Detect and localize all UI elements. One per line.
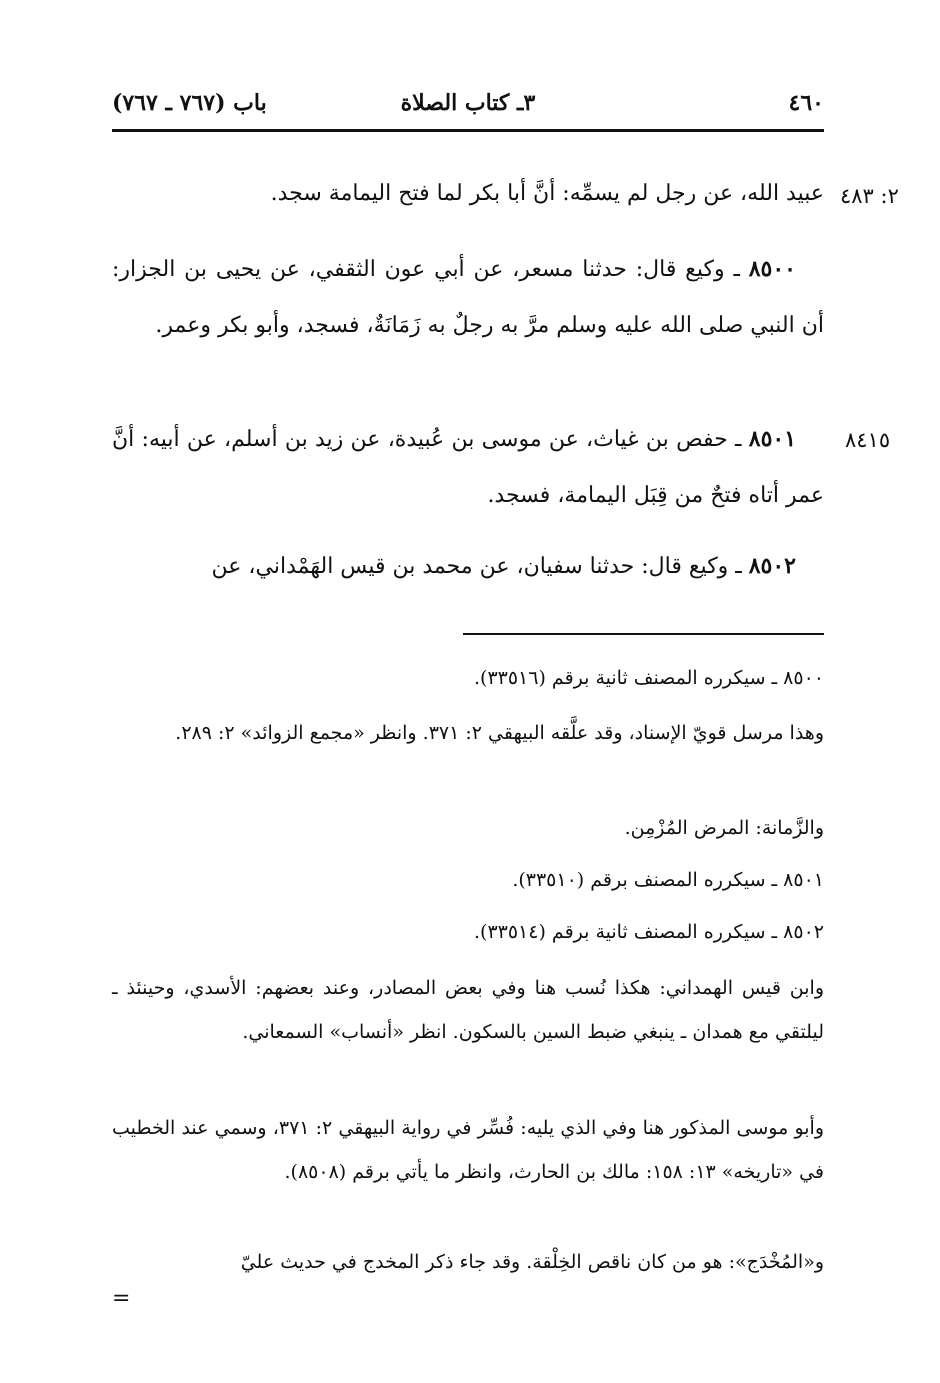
continued-text: عبيد الله، عن رجل لم يسمِّه: أنَّ أبا بكر لما فتح اليمامة سجد. [270, 181, 824, 206]
margin-reference: ٢: ٤٨٣ [840, 184, 899, 208]
hadith-number: ٨٥٠٢ [748, 553, 796, 579]
header-rule [112, 129, 824, 132]
footnote-separator [463, 633, 824, 635]
footnote: ٨٥٠٢ ـ سيكرره المصنف ثانية برقم (٣٣٥١٤). [473, 921, 824, 943]
footnote: وأبو موسى المذكور هنا وفي الذي يليه: فُسِّر في رواية البيهقي ٢: ٣٧١، وسمي عند الخطيب في «تاريخه» ١٣: ١٥٨: مالك بن الحارث، وانظر ما يأتي برقم (٨٥٠٨). [112, 1117, 824, 1183]
book-title: ٣ـ كتاب الصلاة [400, 90, 536, 116]
footnote: وابن قيس الهمداني: هكذا نُسب هنا وفي بعض المصادر، وعند بعضهم: الأسدي، وحينئذ ـ ليلتقي مع همدان ـ ينبغي ضبط السين بالسكون. انظر «أنساب» السمعاني. [112, 977, 824, 1043]
continuation-mark: = [112, 1286, 131, 1311]
main-text-line [112, 166, 824, 222]
footnote: و«المُخْدَج»: هو من كان ناقص الخِلْقة. وقد جاء ذكر المخدج في حديث عليّ [240, 1251, 824, 1273]
hadith-8502 [112, 538, 824, 595]
hadith-8501 [112, 411, 824, 524]
hadith-number: ٨٥٠١ [748, 426, 797, 452]
hadith-text: ـ حفص بن غياث، عن موسى بن عُبيدة، عن زيد بن أسلم، عن أبيه: أنَّ عمر أتاه فتحٌ من قِبَل اليمامة، فسجد. [112, 427, 824, 508]
hadith-8500 [112, 241, 824, 354]
page-number: ٤٦٠ [788, 90, 824, 116]
footnote: ٨٥٠١ ـ سيكرره المصنف برقم (٣٣٥١٠). [512, 869, 824, 891]
margin-reference: ٨٤١٥ [845, 428, 891, 452]
footnote: ٨٥٠٠ ـ سيكرره المصنف ثانية برقم (٣٣٥١٦). [473, 667, 824, 689]
page-header [112, 88, 824, 132]
chapter-range: باب (٧٦٧ ـ ٧٦٧) [112, 90, 267, 116]
hadith-number: ٨٥٠٠ [748, 256, 796, 282]
footnote: وهذا مرسل قويّ الإسناد، وقد علَّقه البيهقي ٢: ٣٧١. وانظر «مجمع الزوائد» ٢: ٢٨٩. [175, 722, 824, 744]
hadith-text: ـ وكيع قال: حدثنا مسعر، عن أبي عون الثقفي، عن يحيى بن الجزار: أن النبي صلى الله عليه وسلم مرَّ به رجلٌ به زَمَانَةٌ، فسجد، وأبو بكر وعمر. [112, 257, 824, 338]
footnote: والزَّمانة: المرض المُزْمِن. [624, 817, 824, 839]
hadith-text: ـ وكيع قال: حدثنا سفيان، عن محمد بن قيس الهَمْداني، عن [211, 554, 742, 579]
